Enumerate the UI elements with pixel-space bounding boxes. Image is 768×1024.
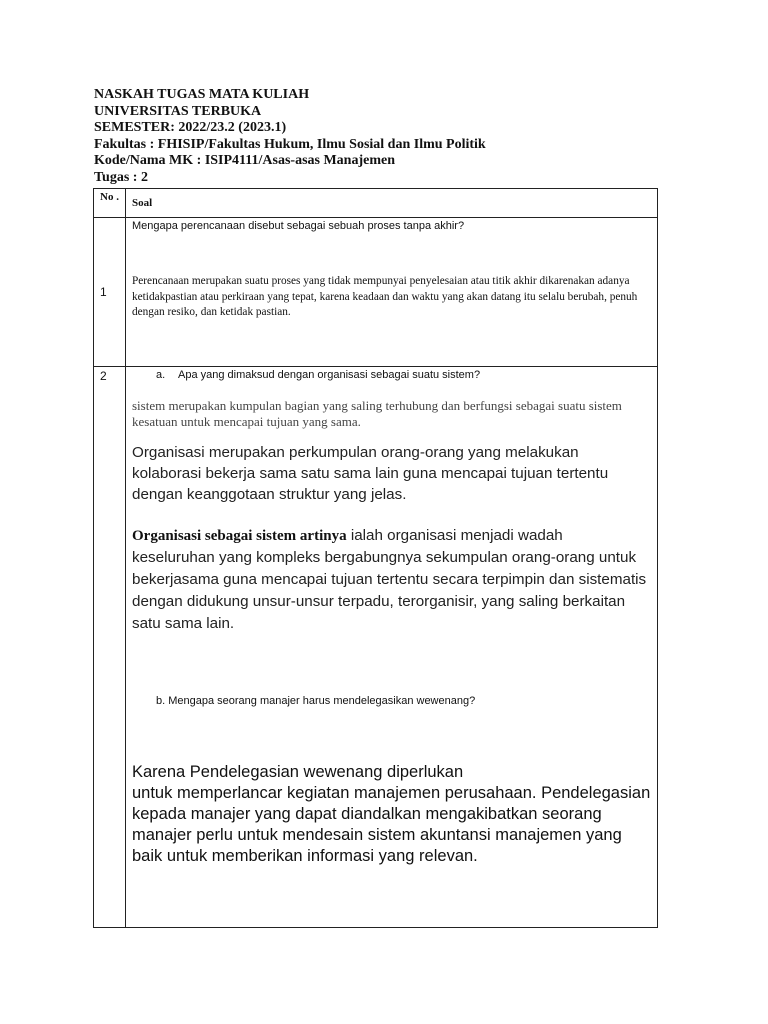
row-number: 2 (94, 367, 126, 928)
column-header-no: No . (94, 189, 126, 218)
answer-sistem-lead: Organisasi sebagai sistem artinya (132, 528, 347, 544)
header-course-title: NASKAH TUGAS MATA KULIAH (94, 87, 310, 102)
question-a-text: Apa yang dimaksud dengan organisasi sebagai suatu sistem? (178, 369, 481, 381)
document-header (94, 87, 486, 186)
header-faculty: Fakultas : FHISIP/Fakultas Hukum, Ilmu Sosial dan Ilmu Politik (94, 136, 486, 152)
answer-organisasi: Organisasi merupakan perkumpulan orang-orang yang melakukan kolaborasi bekerja sama satu sama lain guna mencapai tujuan tertentu dengan keanggotaan struktur yang jelas. (132, 444, 609, 503)
header-assignment: Tugas : 2 (94, 169, 148, 185)
answer-b-line1: Karena Pendelegasian wewenang diperlukan (132, 763, 464, 781)
table-header-row (94, 189, 658, 218)
header-course-code: Kode/Nama MK : ISIP4111/Asas-asas Manajemen (94, 153, 395, 168)
row-number: 1 (94, 218, 126, 367)
answer-definition: sistem merupakan kumpulan bagian yang saling terhubung dan berfungsi sebagai suatu sistem kesatuan untuk mencapai tujuan yang sama. (132, 398, 622, 429)
answer-b-rest: untuk memperlancar kegiatan manajemen perusahaan. Pendelegasian kepada manajer yang dapat diandalkan mengakibatkan seorang manajer perlu untuk mendesain sistem akuntansi manajemen yang baik untuk memberikan informasi yang relevan. (132, 784, 651, 865)
header-semester: SEMESTER: 2022/23.2 (2023.1) (94, 120, 287, 135)
answer-b (132, 762, 657, 867)
list-marker: a. (156, 369, 166, 381)
question-b: b. Mengapa seorang manajer harus mendelegasikan wewenang? (156, 695, 476, 707)
table-row (94, 367, 658, 928)
row-content (126, 367, 658, 928)
answer-sistem (132, 525, 657, 635)
question-text: Mengapa perencanaan disebut sebagai sebuah proses tanpa akhir? (132, 220, 465, 232)
table-row (94, 218, 658, 367)
header-university: UNIVERSITAS TERBUKA (94, 103, 262, 119)
answer-text: Perencanaan merupakan suatu proses yang tidak mempunyai penyelesaian atau titik akhir dikarenakan adanya ketidakpastian atau perkiraan yang tepat, karena keadaan dan waktu yang akan datang itu selalu berubah, penuh dengan resiko, dan ketidak pastian. (132, 275, 638, 318)
row-content (126, 218, 658, 367)
answer-sistem-rest: ialah organisasi menjadi wadah keseluruhan yang kompleks bergabungnya sekumpulan orang-orang untuk bekerjasama guna mencapai tujuan tertentu secara terpimpin dan sistematis dengan didukung unsur-unsur terpadu, terorganisir, yang saling berkaitan satu sama lain. (132, 527, 647, 632)
column-header-soal: Soal (126, 189, 658, 218)
assignment-table (93, 188, 658, 928)
question-a (126, 367, 657, 382)
